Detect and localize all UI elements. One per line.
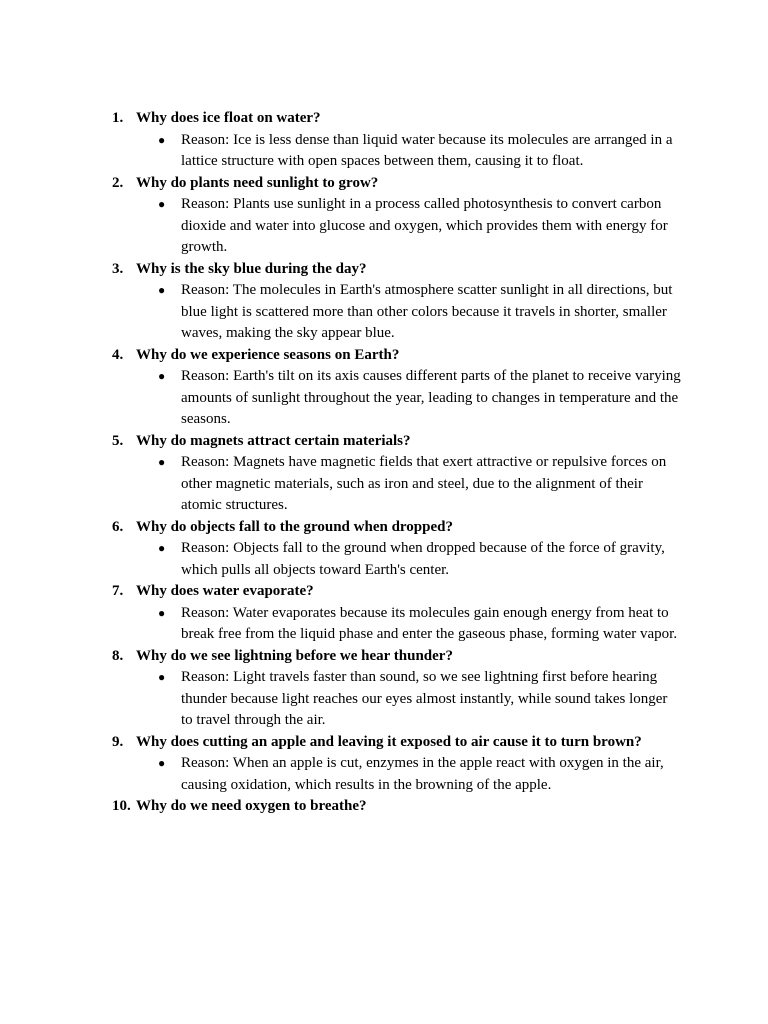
reason-text: Reason: Water evaporates because its molecules gain enough energy from heat to break free from the liquid phase and enter the gaseous phase, forming water vapor. xyxy=(181,604,678,642)
reason-text: Reason: Magnets have magnetic fields that exert attractive or repulsive forces on other magnetic materials, such as iron and steel, due to the alignment of their atomic structures. xyxy=(181,454,667,513)
question-item xyxy=(0,732,676,754)
question-number: 1. xyxy=(112,110,124,126)
reason-item xyxy=(0,130,681,173)
question-number: 8. xyxy=(112,647,124,664)
reason-text: Reason: When an apple is cut, enzymes in the apple react with oxygen in the air, causing oxidation, which results in the browning of the apple. xyxy=(181,755,664,793)
bullet-icon: ● xyxy=(158,132,166,147)
question-text: Why does ice float on water? xyxy=(136,110,321,126)
question-number: 7. xyxy=(112,583,124,599)
question-text: Why does water evaporate? xyxy=(136,583,314,599)
document-body xyxy=(0,108,768,818)
question-number: 10. xyxy=(112,798,131,814)
question-text: Why does cutting an apple and leaving it exposed to air cause it to turn brown? xyxy=(136,733,642,750)
question-number: 4. xyxy=(112,346,124,363)
bullet-icon: ● xyxy=(158,369,166,383)
reason-text: Reason: Earth's tilt on its axis causes different parts of the planet to receive varying amounts of sunlight throughout the year, leading to changes in temperature and the seasons. xyxy=(181,368,681,427)
question-text: Why is the sky blue during the day? xyxy=(136,260,367,277)
reason-item xyxy=(0,603,681,646)
question-item xyxy=(0,581,676,603)
question-item xyxy=(0,517,676,539)
bullet-icon: ● xyxy=(158,455,166,469)
question-item xyxy=(0,796,676,818)
question-item xyxy=(0,646,676,668)
reason-item xyxy=(0,280,681,345)
reason-text: Reason: The molecules in Earth's atmosphere scatter sunlight in all directions, but blue light is scattered more than other colors because it travels in shorter, smaller waves, making the sky appear blue. xyxy=(181,282,673,341)
reason-text: Reason: Plants use sunlight in a process called photosynthesis to convert carbon dioxide and water into glucose and oxygen, which provides them with energy for growth. xyxy=(181,196,668,255)
question-item xyxy=(0,108,676,130)
question-number: 2. xyxy=(112,174,124,191)
question-item xyxy=(0,173,676,195)
question-number: 5. xyxy=(112,432,124,449)
question-number: 6. xyxy=(112,518,124,535)
question-text: Why do we experience seasons on Earth? xyxy=(136,346,400,363)
question-text: Why do plants need sunlight to grow? xyxy=(136,174,379,191)
reason-item xyxy=(0,667,681,732)
reason-text: Reason: Light travels faster than sound, so we see lightning first before hearing thunder because light reaches our eyes almost instantly, while sound takes longer to travel through the air. xyxy=(181,669,668,728)
reason-text: Reason: Ice is less dense than liquid water because its molecules are arranged in a lattice structure with open spaces between them, causing it to float. xyxy=(181,131,673,169)
question-item xyxy=(0,431,676,453)
question-text: Why do objects fall to the ground when dropped? xyxy=(136,518,453,535)
bullet-icon: ● xyxy=(158,197,166,211)
reason-item xyxy=(0,452,681,517)
reason-item xyxy=(0,753,681,796)
bullet-icon: ● xyxy=(158,670,166,684)
bullet-icon: ● xyxy=(158,541,166,555)
question-text: Why do we need oxygen to breathe? xyxy=(136,798,367,814)
question-text: Why do we see lightning before we hear thunder? xyxy=(136,647,453,664)
question-text: Why do magnets attract certain materials? xyxy=(136,432,411,449)
question-item xyxy=(0,259,676,281)
bullet-icon: ● xyxy=(158,756,166,770)
reason-item xyxy=(0,194,681,259)
bullet-icon: ● xyxy=(158,283,166,297)
reason-item xyxy=(0,538,681,581)
question-number: 3. xyxy=(112,260,124,277)
reason-text: Reason: Objects fall to the ground when dropped because of the force of gravity, which pulls all objects toward Earth's center. xyxy=(181,540,665,578)
reason-item xyxy=(0,366,681,431)
question-item xyxy=(0,345,676,367)
question-number: 9. xyxy=(112,733,124,750)
bullet-icon: ● xyxy=(158,605,166,620)
